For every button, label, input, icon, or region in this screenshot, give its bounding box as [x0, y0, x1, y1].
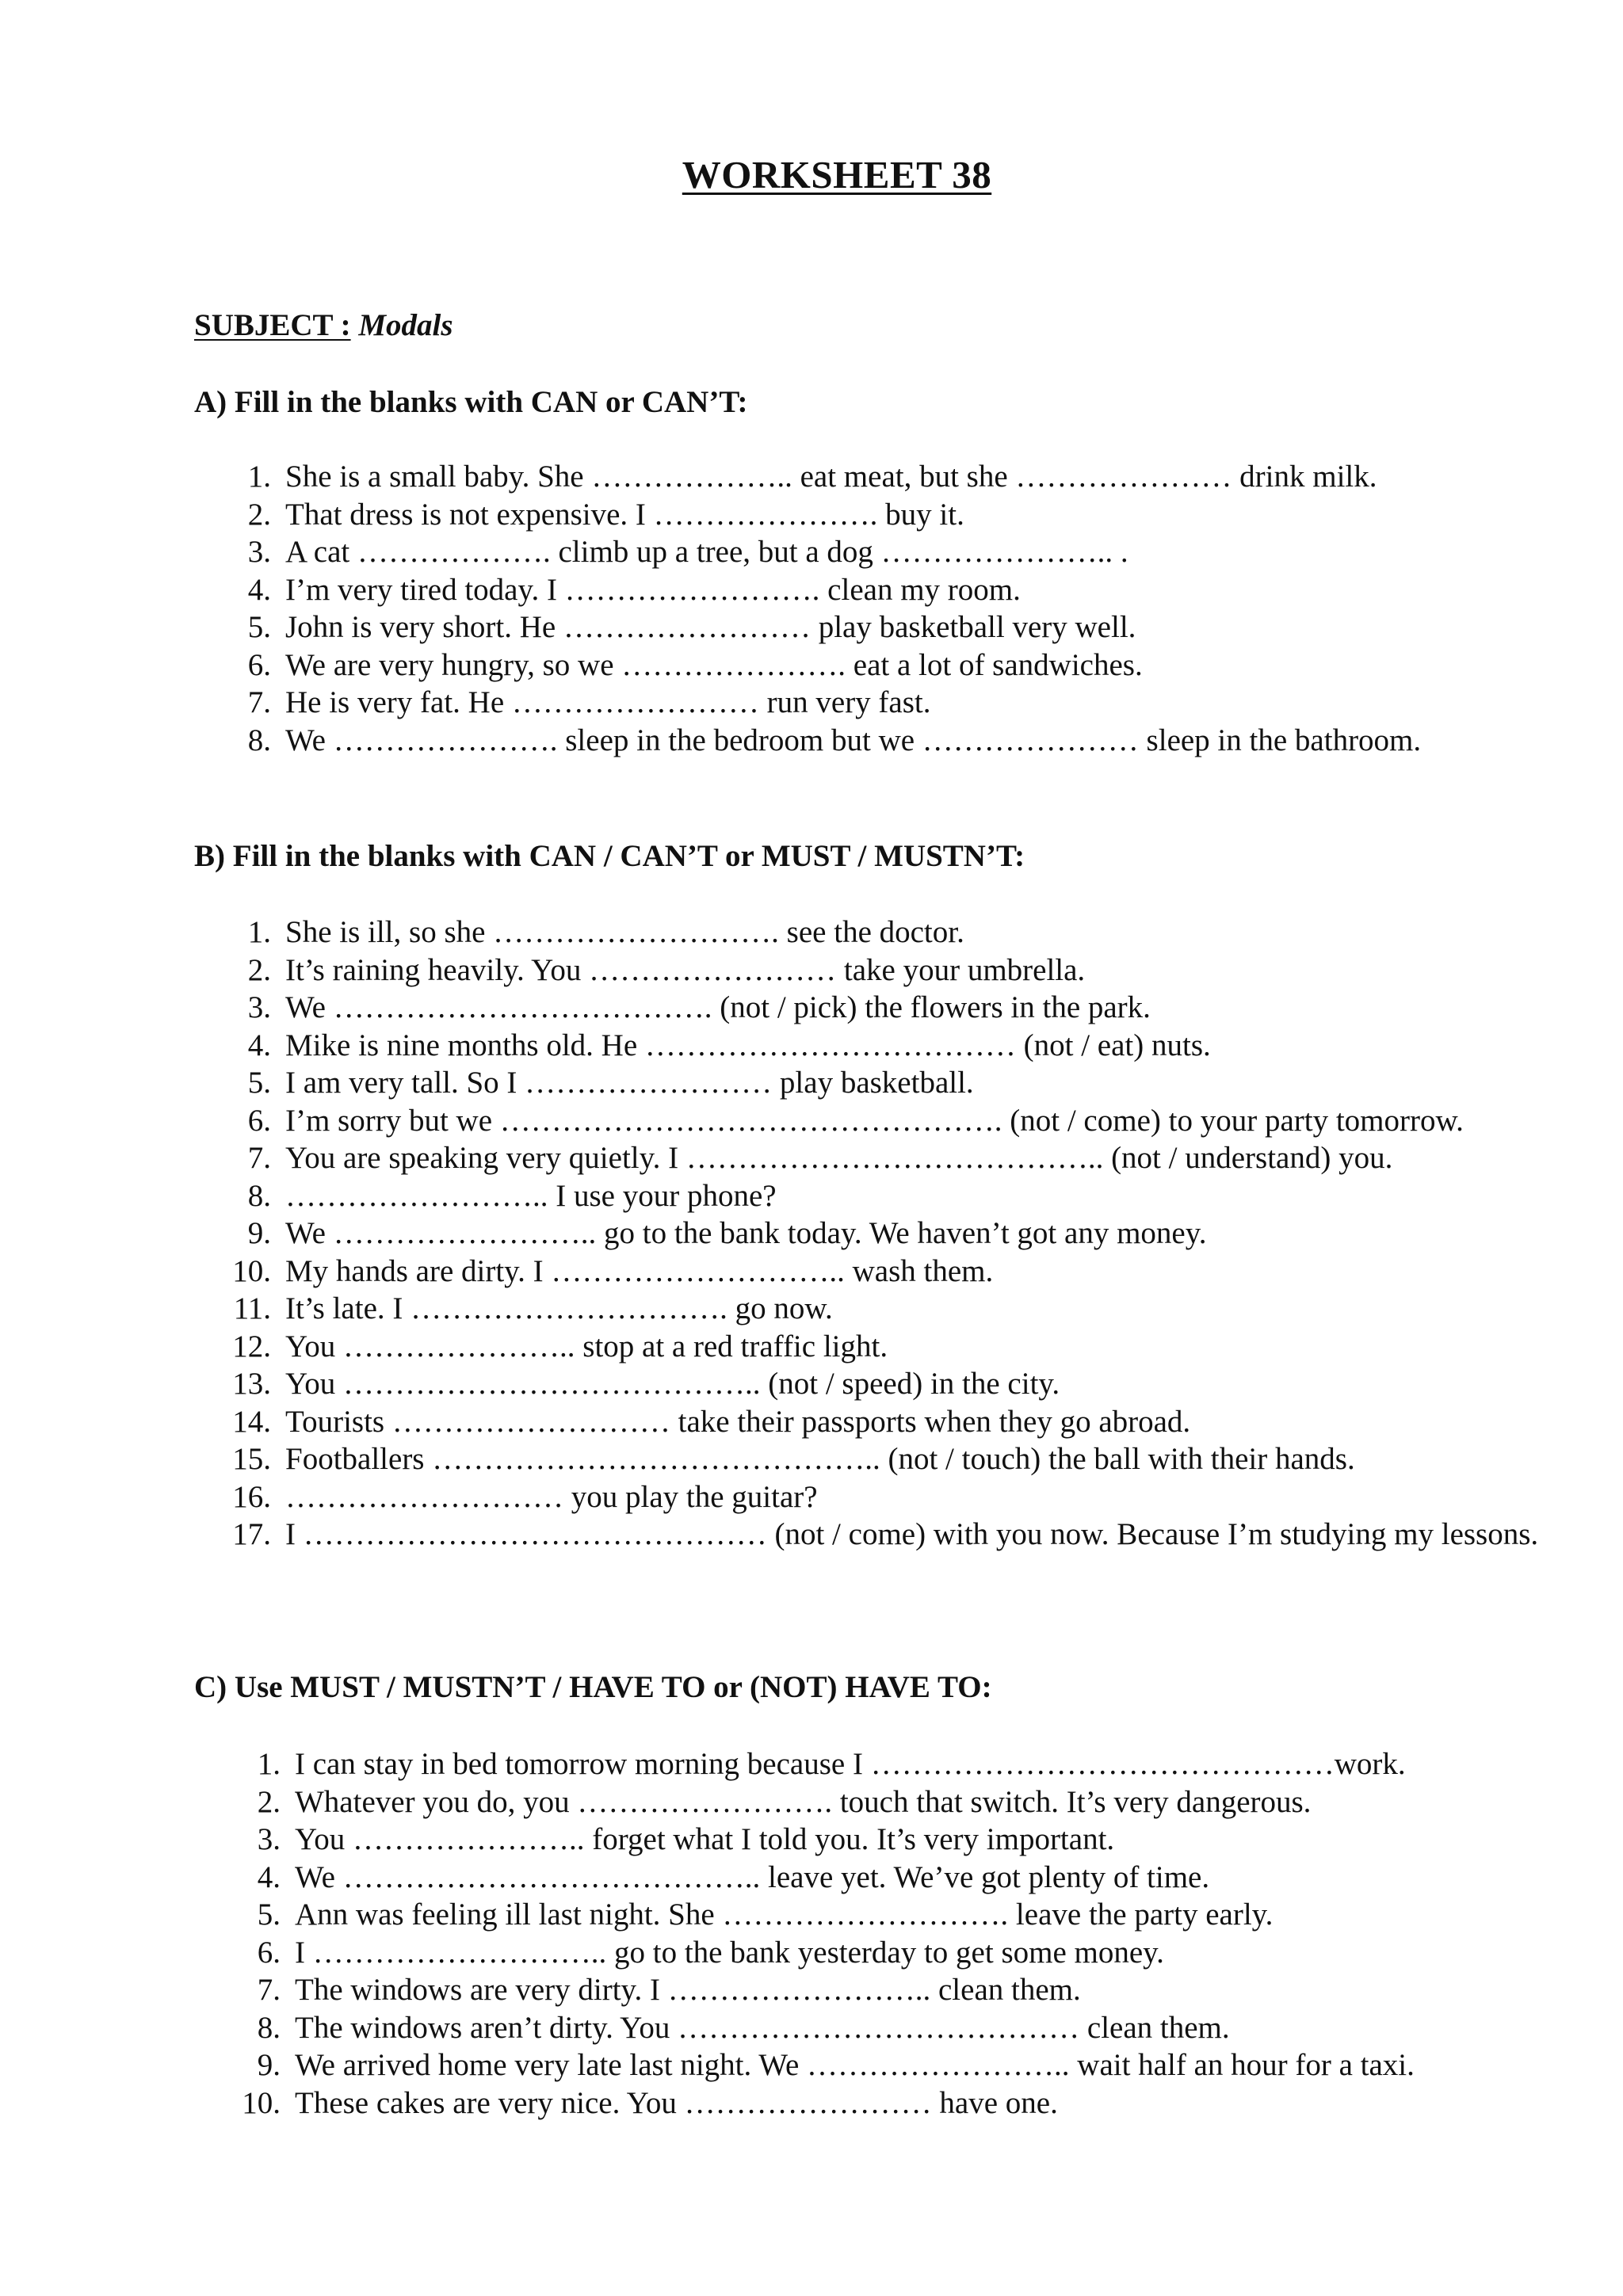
item-number: 2.	[247, 497, 271, 532]
item-text: She is a small baby. She ……………….. eat meat, but she ………………… drink milk.	[285, 460, 1377, 494]
list-item	[194, 1516, 1623, 1554]
list-item	[194, 571, 1623, 609]
item-number: 5.	[257, 1897, 281, 1932]
item-number: 7.	[247, 1141, 271, 1175]
item-number: 6.	[257, 1935, 281, 1970]
item-number: 1.	[247, 460, 271, 494]
item-number: 16.	[232, 1479, 271, 1514]
list-item	[194, 608, 1623, 646]
item-number: 3.	[257, 1822, 281, 1856]
item-number: 6.	[247, 647, 271, 682]
item-number: 7.	[247, 685, 271, 719]
item-text: We …………………. sleep in the bedroom but we ………………… sleep in the bathroom.	[285, 723, 1422, 757]
list-item	[194, 952, 1623, 990]
list-item	[194, 1290, 1623, 1328]
item-number: 9.	[257, 2048, 281, 2082]
item-number: 4.	[247, 1028, 271, 1062]
section-b-heading: B) Fill in the blanks with CAN / CAN’T or MUST / MUSTN’T:	[194, 839, 1025, 873]
list-item	[194, 1859, 1623, 1897]
list-item	[194, 1215, 1623, 1253]
item-text: We arrived home very late last night. We …………………….. wait half an hour for a taxi.	[295, 2048, 1415, 2082]
item-text: He is very fat. He …………………… run very fast.	[285, 685, 931, 719]
item-text: We …………………….. go to the bank today. We haven’t got any money.	[285, 1216, 1207, 1250]
list-item	[194, 646, 1623, 685]
item-text: John is very short. He …………………… play basketball very well.	[285, 610, 1136, 644]
list-item	[194, 684, 1623, 722]
list-item	[194, 1328, 1623, 1366]
section-c-list	[194, 1745, 1623, 2122]
list-item	[194, 1102, 1623, 1140]
item-number: 8.	[257, 2010, 281, 2045]
list-item	[194, 1745, 1623, 1783]
item-text: A cat ………………. climb up a tree, but a dog ………………….. .	[285, 535, 1128, 569]
item-number: 10.	[242, 2085, 281, 2120]
item-number: 2.	[257, 1784, 281, 1819]
list-item	[194, 913, 1623, 952]
item-number: 10.	[232, 1253, 271, 1288]
item-number: 11.	[233, 1291, 271, 1325]
item-text: Mike is nine months old. He ……………………………… (not / eat) nuts.	[285, 1028, 1211, 1062]
item-number: 14.	[232, 1404, 271, 1439]
item-number: 1.	[257, 1747, 281, 1781]
list-item	[194, 533, 1623, 571]
item-text: We ………………………………….. leave yet. We’ve got plenty of time.	[295, 1859, 1210, 1894]
list-item	[194, 496, 1623, 534]
page-title: WORKSHEET 38	[682, 153, 992, 196]
list-item	[194, 1403, 1623, 1441]
item-text: Tourists ……………………… take their passports when they go abroad.	[285, 1404, 1191, 1439]
item-number: 3.	[247, 535, 271, 569]
item-text: You ………………….. stop at a red traffic light.	[285, 1329, 888, 1363]
list-item	[194, 1177, 1623, 1215]
item-number: 17.	[232, 1517, 271, 1551]
list-item	[194, 1440, 1623, 1478]
item-text: Ann was feeling ill last night. She ………………………. leave the party early.	[295, 1897, 1274, 1932]
section-c-heading: C) Use MUST / MUSTN’T / HAVE TO or (NOT) HAVE TO:	[194, 1670, 992, 1704]
list-item	[194, 1365, 1623, 1403]
list-item	[194, 1253, 1623, 1291]
item-number: 9.	[247, 1216, 271, 1250]
item-number: 8.	[247, 1178, 271, 1213]
item-text: …………………….. I use your phone?	[285, 1178, 777, 1213]
item-text: It’s raining heavily. You …………………… take your umbrella.	[285, 952, 1086, 987]
item-number: 3.	[247, 990, 271, 1024]
item-number: 4.	[257, 1859, 281, 1894]
subject-value: Modals	[358, 308, 453, 342]
subject-line	[194, 307, 453, 343]
item-text: It’s late. I …………………………. go now.	[285, 1291, 833, 1325]
list-item	[194, 1478, 1623, 1516]
item-text: Footballers …………………………………….. (not / touch) the ball with their hands.	[285, 1442, 1355, 1476]
section-a-heading: A) Fill in the blanks with CAN or CAN’T:	[194, 385, 748, 419]
item-number: 6.	[247, 1103, 271, 1138]
item-text: The windows aren’t dirty. You ………………………………… clean them.	[295, 2010, 1230, 2045]
item-text: We are very hungry, so we …………………. eat a lot of sandwiches.	[285, 647, 1143, 682]
list-item	[194, 1896, 1623, 1934]
item-number: 2.	[247, 952, 271, 987]
list-item	[194, 1064, 1623, 1102]
list-item	[194, 1971, 1623, 2009]
subject-label: SUBJECT :	[194, 308, 351, 342]
item-text: I can stay in bed tomorrow morning because I ………………………………………work.	[295, 1747, 1406, 1781]
item-number: 8.	[247, 723, 271, 757]
item-number: 5.	[247, 610, 271, 644]
item-text: You ………………………………….. (not / speed) in the city.	[285, 1367, 1060, 1401]
item-text: You are speaking very quietly. I ………………………………….. (not / understand) you.	[285, 1141, 1393, 1175]
list-item	[194, 1139, 1623, 1177]
item-number: 15.	[232, 1442, 271, 1476]
list-item	[194, 2084, 1623, 2122]
list-item	[194, 1783, 1623, 1821]
item-text: I’m sorry but we …………………………………………. (not / come) to your party tomorrow.	[285, 1103, 1464, 1138]
item-number: 4.	[247, 572, 271, 607]
list-item	[194, 989, 1623, 1027]
list-item	[194, 458, 1623, 496]
section-a-list	[194, 458, 1623, 759]
item-text: You ………………….. forget what I told you. It’s very important.	[295, 1822, 1115, 1856]
list-item	[194, 2009, 1623, 2047]
list-item	[194, 1027, 1623, 1065]
item-text: She is ill, so she ………………………. see the doctor.	[285, 915, 964, 949]
list-item	[194, 2046, 1623, 2084]
item-number: 5.	[247, 1066, 271, 1100]
item-text: I am very tall. So I …………………… play basketball.	[285, 1066, 974, 1100]
list-item	[194, 722, 1623, 760]
item-text: These cakes are very nice. You …………………… have one.	[295, 2085, 1058, 2120]
item-text: Whatever you do, you ……………………. touch that switch. It’s very dangerous.	[295, 1784, 1312, 1819]
item-text: I’m very tired today. I ……………………. clean my room.	[285, 572, 1021, 607]
item-text: I ……………………………………… (not / come) with you now. Because I’m studying my lessons.	[285, 1517, 1539, 1551]
item-number: 1.	[247, 915, 271, 949]
item-text: That dress is not expensive. I …………………. buy it.	[285, 497, 964, 532]
section-b-list	[194, 913, 1623, 1554]
item-text: We ………………………………. (not / pick) the flowers in the park.	[285, 990, 1151, 1024]
item-text: I ……………………….. go to the bank yesterday to get some money.	[295, 1935, 1164, 1970]
item-text: ……………………… you play the guitar?	[285, 1479, 818, 1514]
list-item	[194, 1934, 1623, 1972]
item-number: 12.	[232, 1329, 271, 1363]
item-text: My hands are dirty. I ……………………….. wash them.	[285, 1253, 994, 1288]
item-text: The windows are very dirty. I …………………….. clean them.	[295, 1973, 1081, 2007]
item-number: 13.	[232, 1367, 271, 1401]
list-item	[194, 1821, 1623, 1859]
item-number: 7.	[257, 1973, 281, 2007]
